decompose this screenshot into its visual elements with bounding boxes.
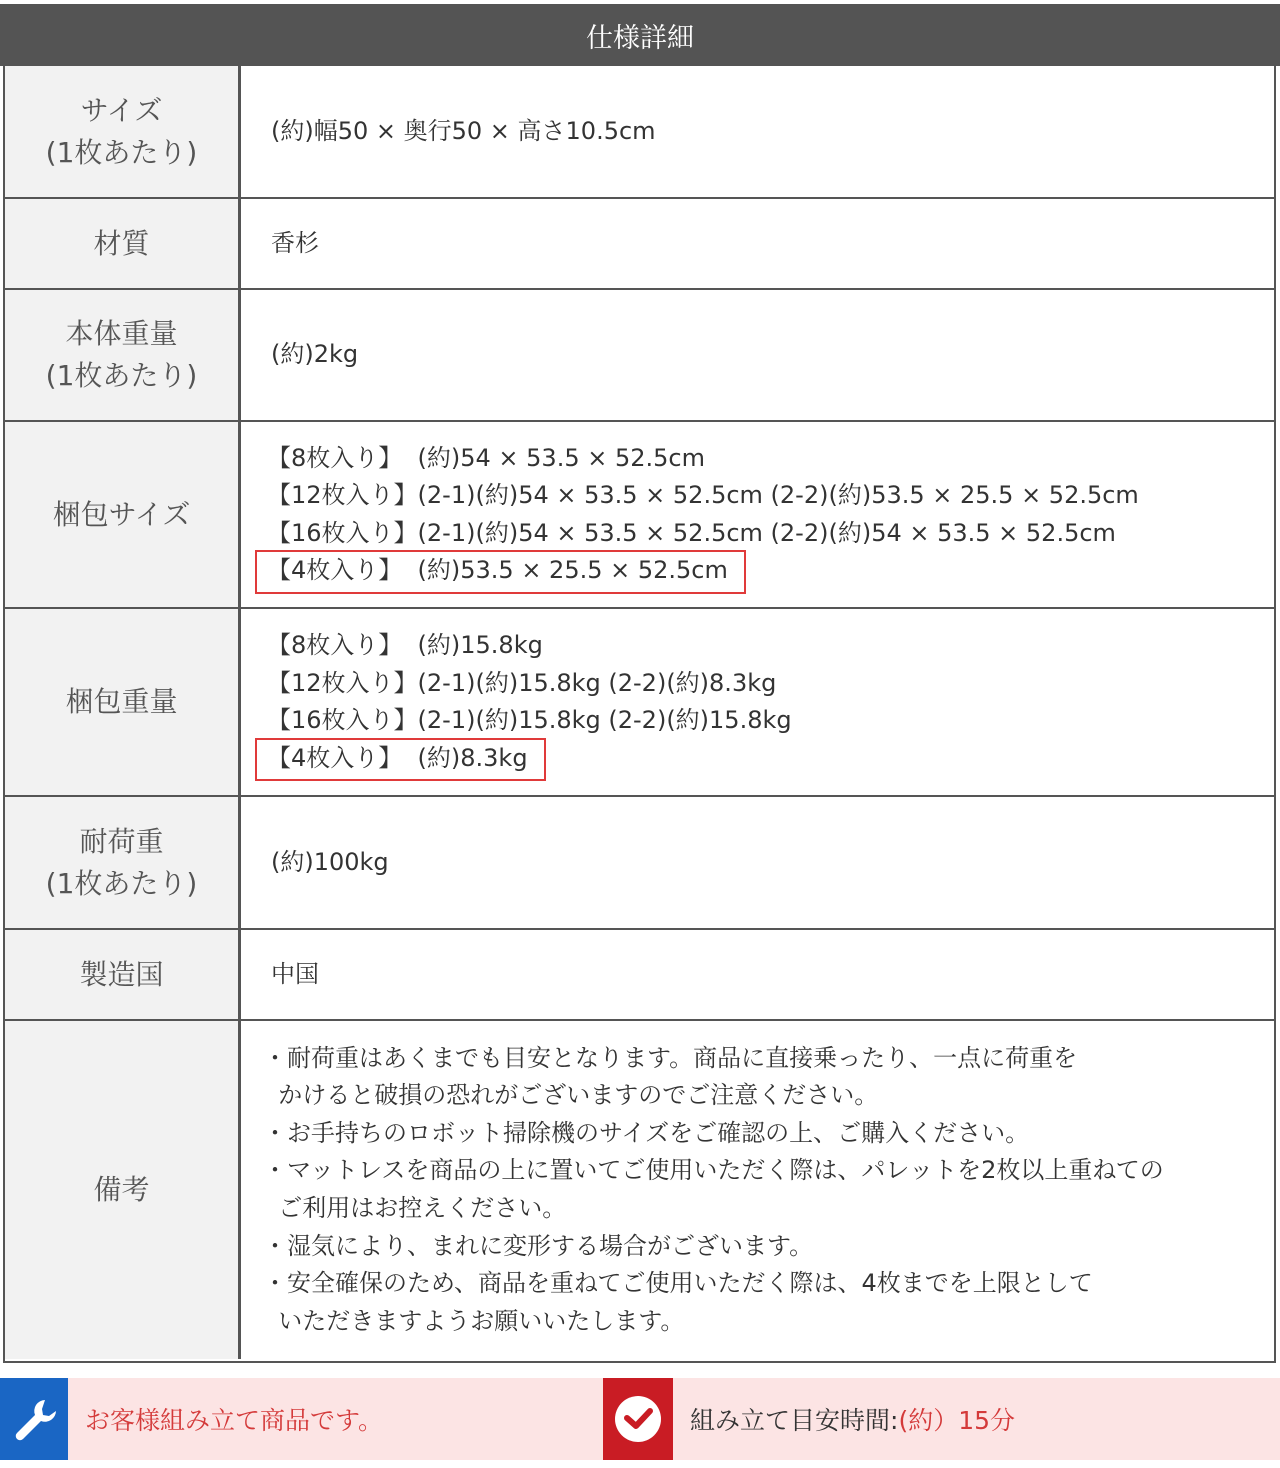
row-value: 中国 bbox=[271, 959, 319, 988]
row-label: 材質 bbox=[5, 199, 241, 288]
package-size-line-highlighted: 【4枚入り】 (約)53.5 × 25.5 × 52.5cm bbox=[267, 552, 728, 590]
row-label-line2: (1枚あたり) bbox=[45, 135, 198, 169]
spec-rows bbox=[3, 66, 1276, 1363]
note-line: ・耐荷重はあくまでも目安となります。商品に直接乗ったり、一点に荷重を bbox=[263, 1043, 1078, 1072]
row-value bbox=[241, 422, 1274, 607]
note-line: いただきますようお願いいたします。 bbox=[263, 1306, 685, 1335]
spec-row-package-weight bbox=[5, 607, 1274, 795]
row-value bbox=[241, 1021, 1274, 1359]
row-value: (約)2kg bbox=[271, 340, 359, 369]
row-value bbox=[241, 609, 1274, 795]
note-line: ・湿気により、まれに変形する場合がございます。 bbox=[263, 1231, 814, 1260]
package-weight-line: 【8枚入り】 (約)15.8kg bbox=[267, 631, 543, 659]
note-line: ・安全確保のため、商品を重ねてご使用いただく際は、4枚までを上限として bbox=[263, 1269, 1093, 1298]
row-label bbox=[5, 66, 241, 197]
assembly-time bbox=[690, 1378, 1015, 1460]
row-label: 備考 bbox=[5, 1021, 241, 1359]
assembly-banner bbox=[0, 1378, 1280, 1460]
note-line: ・マットレスを商品の上に置いてご使用いただく際は、パレットを2枚以上重ねての bbox=[263, 1156, 1164, 1185]
package-weight-line: 【12枚入り】(2-1)(約)15.8kg (2-2)(約)8.3kg bbox=[267, 668, 777, 697]
row-label-line1: サイズ bbox=[80, 93, 163, 127]
package-weight-line-highlighted: 【4枚入り】 (約)8.3kg bbox=[267, 740, 528, 778]
row-label: 梱包重量 bbox=[5, 609, 241, 795]
spec-row-material bbox=[5, 197, 1274, 288]
assembly-time-value: (約）15分 bbox=[898, 1406, 1016, 1435]
assembly-time-label: 組み立て目安時間: bbox=[690, 1406, 899, 1435]
spec-row-package-size bbox=[5, 420, 1274, 607]
row-value: (約)100kg bbox=[271, 847, 389, 876]
row-label: 製造国 bbox=[5, 930, 241, 1019]
row-label-line2: (1枚あたり) bbox=[45, 359, 198, 392]
row-value: (約)幅50 × 奥行50 × 高さ10.5cm bbox=[271, 116, 656, 145]
package-size-line: 【8枚入り】 (約)54 × 53.5 × 52.5cm bbox=[267, 443, 705, 472]
row-label-line1: 耐荷重 bbox=[79, 824, 164, 858]
spec-row-notes bbox=[5, 1019, 1274, 1359]
spec-title: 仕様詳細 bbox=[0, 4, 1280, 66]
row-label-line2: (1枚あたり) bbox=[45, 866, 198, 900]
note-line: かけると破損の恐れがございますのでご注意ください。 bbox=[263, 1081, 879, 1110]
row-label: 梱包サイズ bbox=[5, 422, 241, 607]
spec-row-load bbox=[5, 795, 1274, 928]
row-label-line1: 本体重量 bbox=[65, 317, 178, 350]
spec-row-origin bbox=[5, 928, 1274, 1019]
clock-icon bbox=[603, 1378, 673, 1460]
row-label bbox=[5, 797, 241, 928]
package-size-line: 【16枚入り】(2-1)(約)54 × 53.5 × 52.5cm (2-2)(約)54 × 53.5 × 52.5cm bbox=[267, 518, 1116, 547]
assembly-required-text: お客様組み立て商品です。 bbox=[85, 1406, 384, 1435]
row-label bbox=[5, 290, 241, 420]
note-line: ・お手持ちのロボット掃除機のサイズをご確認の上、ご購入ください。 bbox=[263, 1118, 1030, 1147]
note-line: ご利用はお控えください。 bbox=[263, 1194, 567, 1222]
package-weight-line: 【16枚入り】(2-1)(約)15.8kg (2-2)(約)15.8kg bbox=[267, 706, 792, 734]
package-size-line: 【12枚入り】(2-1)(約)54 × 53.5 × 52.5cm (2-2)(約)53.5 × 25.5 × 52.5cm bbox=[267, 481, 1139, 509]
spec-row-size bbox=[5, 66, 1274, 197]
row-value: 香杉 bbox=[271, 228, 319, 257]
wrench-icon bbox=[0, 1378, 68, 1460]
spec-row-weight bbox=[5, 288, 1274, 420]
